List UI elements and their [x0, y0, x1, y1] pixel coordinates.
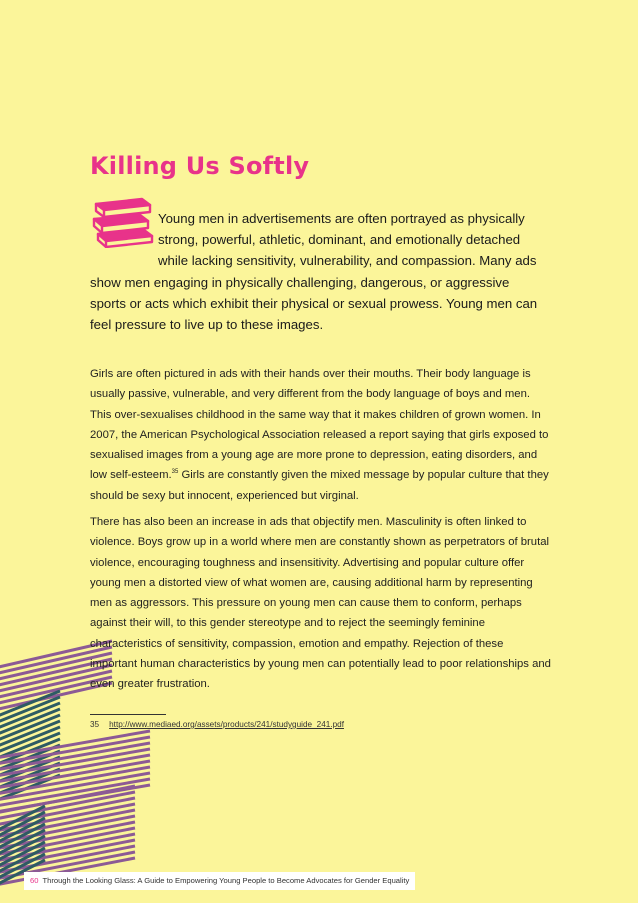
paragraph-1-text-end: Girls are constantly given the mixed message by popular culture that they should be sexy but innocent, experienced but virginal. — [90, 469, 549, 502]
footnote-divider — [90, 714, 166, 715]
page-footer — [24, 872, 415, 890]
footnote-number: 35 — [90, 720, 100, 729]
footnote-reference[interactable]: 35 — [171, 469, 179, 476]
section-title: Killing Us Softly — [90, 152, 310, 180]
body-paragraph-2: There has also been an increase in ads that objectify men. Masculinity is often linked to violence. Boys grow up in a world where men are constantly shown as perpetrators of brutal violence, encouraging toughness and insensitivity. Advertising and popular culture offer young men a distorted view of what women are, causing additional harm by representing men as aggressors. This pressure on young men can cause them to conform, perhaps against their will, to this gender stereotype and to reject the seemingly feminine characteristics of sensitivity, compassion, emotion and empathy. Rejection of these important human characteristics by young men can potentially lead to poor relationships and even greater frustration. — [90, 516, 551, 691]
footnote-link[interactable]: http://www.mediaed.org/assets/products/241/studyguide_241.pdf — [109, 720, 344, 729]
lead-text: Young men in advertisements are often portrayed as physically strong, powerful, athletic, dominant, and emotionally detached while lacking sensitivity, vulnerability, and compassion. Many ads show men engaging in physically challenging, dangerous, or aggressive sports or acts which exhibit their physical or sexual prowess. Young men can feel pressure to live up to these images. — [90, 211, 538, 333]
paragraph-1-text: Girls are often pictured in ads with their hands over their mouths. Their body language is usually passive, vulnerable, and very different from the body language of boys and men. This over-sexualises childhood in the same way that it makes children of grown women. In 2007, the American Psychological Association released a report saying that girls exposed to sexualised images from a young age are more prone to depression, eating disorders, and low self-esteem. — [90, 368, 549, 482]
lead-paragraph — [90, 208, 540, 335]
body-paragraph-1 — [90, 364, 552, 506]
page-number: 60 — [30, 876, 39, 885]
footer-title: Through the Looking Glass: A Guide to Empowering Young People to Become Advocates for Gender Equality — [42, 876, 410, 885]
footnote — [90, 720, 344, 729]
